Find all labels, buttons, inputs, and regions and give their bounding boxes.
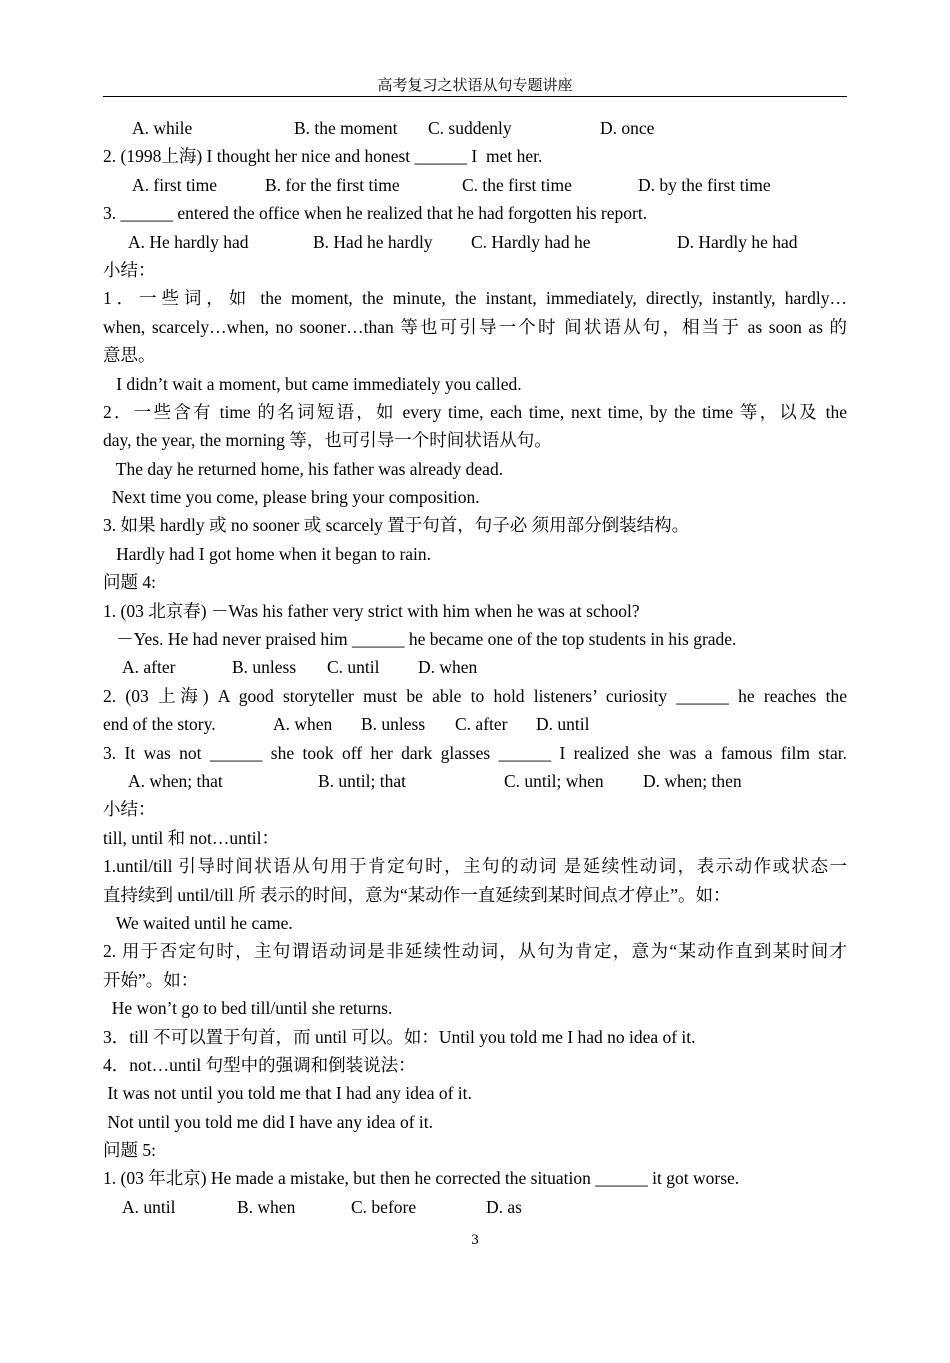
- summary-text: 4．not…until 句型中的强调和倒装说法：: [103, 1054, 416, 1075]
- option-b: B. unless: [361, 714, 426, 735]
- options-row: [103, 653, 847, 681]
- question-heading: 问题 5:: [103, 1140, 156, 1161]
- option-a: A. when: [273, 714, 333, 735]
- page-number: 3: [471, 1232, 479, 1248]
- options-row: [103, 114, 847, 142]
- option-d: D. when: [418, 657, 478, 678]
- question-text: 3. ______ entered the office when he realized that he had forgotten his report.: [103, 203, 648, 224]
- options-row: [103, 767, 847, 795]
- summary-text: 意思。: [103, 345, 156, 366]
- option-d: D. Hardly he had: [677, 231, 798, 252]
- summary-text: when, scarcely…when, no sooner…than 等也可引导一个时 间状语从句，相当于 as soon as 的: [103, 316, 847, 337]
- summary-text: 直持续到 until/till 所 表示的时间，意为“某动作一直延续到某时间点才停止”。如：: [103, 884, 731, 905]
- option-a: A. He hardly had: [128, 231, 249, 252]
- option-b: B. Had he hardly: [313, 231, 433, 252]
- example-sentence: He won’t go to bed till/until she returns.: [103, 998, 393, 1019]
- option-c: C. until: [327, 657, 380, 678]
- example-sentence: Next time you come, please bring your composition.: [103, 487, 480, 508]
- option-d: D. once: [600, 118, 655, 138]
- summary-text: till, until 和 not…until：: [103, 827, 279, 848]
- option-d: D. by the first time: [638, 174, 771, 195]
- question-heading: 问题 4:: [103, 572, 156, 593]
- question-text: end of the story.: [103, 714, 216, 735]
- summary-text: 1.until/till 引导时间状语从句用于肯定句时，主句的动词 是延续性动词，表示动作或状态一: [103, 856, 847, 877]
- options-row: [103, 1193, 847, 1221]
- example-sentence: Hardly had I got home when it began to rain.: [103, 543, 432, 564]
- options-row: [103, 710, 847, 738]
- option-a: A. when; that: [128, 770, 223, 791]
- options-row: [103, 171, 847, 199]
- summary-text: day, the year, the morning 等，也可引导一个时间状语从句。: [103, 430, 552, 451]
- option-b: B. when: [237, 1196, 296, 1217]
- header-rule: [103, 96, 847, 97]
- option-c: C. the first time: [462, 174, 572, 195]
- option-c: C. before: [351, 1196, 417, 1217]
- option-c: C. suddenly: [428, 118, 512, 138]
- option-b: B. the moment: [294, 118, 398, 138]
- option-b: B. unless: [232, 657, 297, 678]
- example-sentence: I didn’t wait a moment, but came immediately you called.: [103, 373, 522, 394]
- option-d: D. until: [536, 714, 590, 735]
- summary-text: 2. 用于否定句时，主句谓语动词是非延续性动词，从句为肯定，意为“某动作直到某时间才: [103, 941, 847, 962]
- option-a: A. after: [122, 657, 176, 678]
- document-body: [103, 114, 847, 1221]
- question-text: 1. (03 年北京) He made a mistake, but then he corrected the situation ______ it got worse.: [103, 1168, 740, 1189]
- question-text: －Yes. He had never praised him ______ he became one of the top students in his grade.: [103, 629, 737, 650]
- option-a: A. while: [132, 118, 193, 138]
- option-b: B. until; that: [318, 770, 406, 791]
- option-c: C. Hardly had he: [471, 231, 591, 252]
- option-a: A. until: [122, 1196, 176, 1217]
- option-b: B. for the first time: [265, 174, 400, 195]
- question-text: 2. (1998上海) I thought her nice and honest ______ I met her.: [103, 146, 543, 167]
- example-sentence: Not until you told me did I have any idea of it.: [103, 1111, 434, 1132]
- page-header-title: 高考复习之状语从句专题讲座: [377, 78, 573, 94]
- summary-text: 3. 如果 hardly 或 no sooner 或 scarcely 置于句首，句子必 须用部分倒装结构。: [103, 515, 690, 536]
- option-d: D. when; then: [643, 770, 742, 791]
- example-sentence: We waited until he came.: [103, 912, 293, 933]
- question-text: 2. (03 上海) A good storyteller must be able to hold listeners’ curiosity ______ he reaches the: [103, 685, 847, 706]
- option-d: D. as: [486, 1196, 522, 1217]
- options-row: [103, 228, 847, 256]
- option-c: C. after: [455, 714, 508, 735]
- summary-text: 2．一些含有 time 的名词短语，如 every time, each time, next time, by the time 等，以及 the: [103, 401, 847, 422]
- example-sentence: The day he returned home, his father was already dead.: [103, 458, 504, 479]
- option-c: C. until; when: [504, 770, 604, 791]
- question-text: 3. It was not ______ she took off her dark glasses ______ I realized she was a famous film star.: [103, 742, 847, 763]
- summary-text: 3．till 不可以置于句首，而 until 可以。如：Until you told me I had no idea of it.: [103, 1026, 696, 1047]
- question-text: 1. (03 北京春) －Was his father very strict with him when he was at school?: [103, 600, 640, 621]
- example-sentence: It was not until you told me that I had any idea of it.: [103, 1083, 472, 1104]
- summary-text: 1．一些词，如 the moment, the minute, the instant, immediately, directly, instantly, hardly…: [103, 288, 847, 309]
- summary-heading: 小结：: [103, 259, 156, 280]
- summary-text: 开始”。如：: [103, 969, 199, 990]
- option-a: A. first time: [132, 174, 218, 195]
- summary-heading: 小结：: [103, 799, 156, 820]
